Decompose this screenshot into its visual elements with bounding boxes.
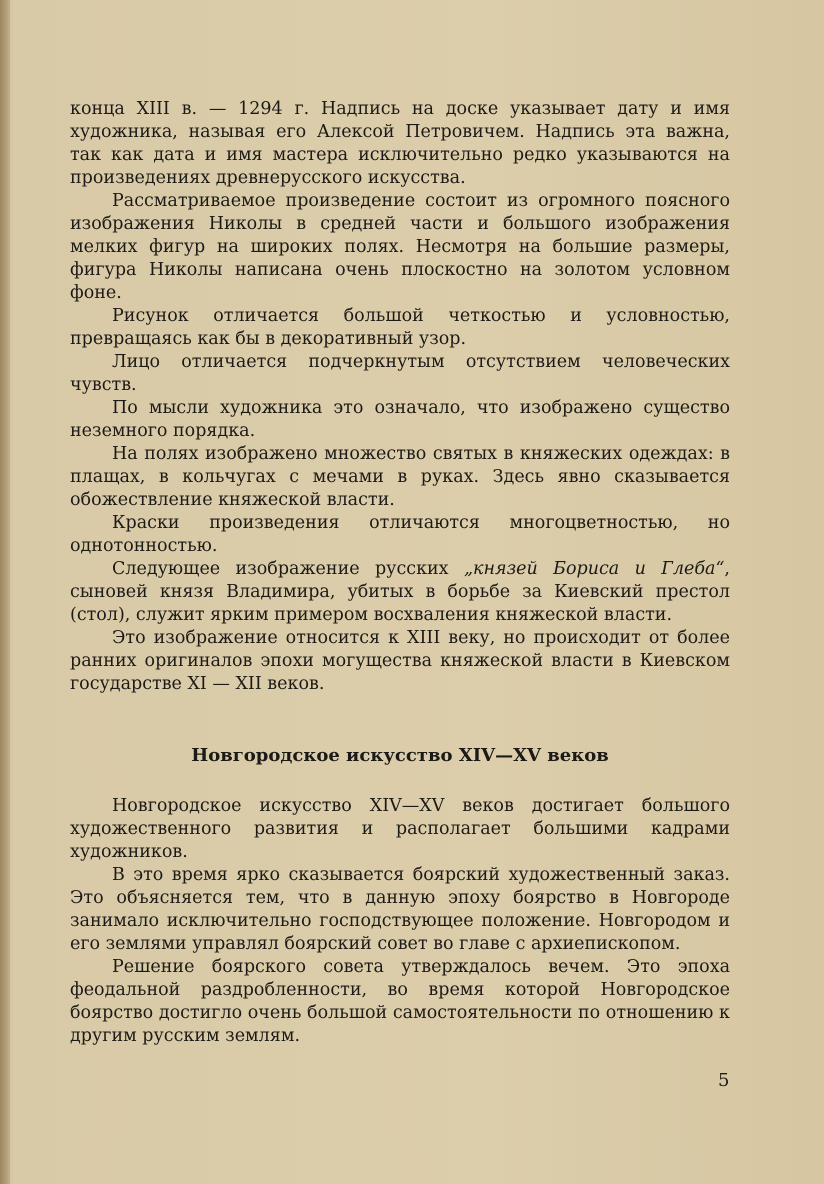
paragraph: конца XIII в. — 1294 г. Надпись на доске указывает дату и имя художника, называя его Алексой Петровичем. Надпись эта важна, так как дата и имя мастера исключительно редко указываются на произведениях древнерусского искусства. — [70, 99, 730, 188]
paragraph: В это время ярко сказывается боярский художественный заказ. Это объясняется тем, что в данную эпоху боярство в Новгороде занимало исключительно господствующее положение. Новгородом и его землями управлял боярский совет во главе с архиепископом. — [70, 865, 730, 954]
section-heading: Новгородское искусство XIV—XV веков — [191, 745, 609, 766]
text-run: Следующее изображение русских — [112, 559, 464, 579]
paragraph: Рассматриваемое произведение состоит из огромного поясного изображения Николы в средней части и большого изображения мелких фигур на широких полях. Несмотря на большие размеры, фигура Николы написана очень плоскостно на золотом условном фоне. — [70, 191, 730, 303]
paragraph: Краски произведения отличаются многоцветностью, но однотонностью. — [70, 513, 730, 556]
paragraph: Лицо отличается подчеркнутым отсутствием человеческих чувств. — [70, 352, 730, 395]
text-block-top — [70, 98, 730, 696]
text-block-bottom — [70, 795, 730, 1048]
text-run: , сыновей князя Владимира, убитых в борьбе за Киевский престол (стол), служит ярким примером восхваления княжеской власти. — [70, 559, 730, 625]
paragraph: По мысли художника это означало, что изображено существо неземного порядка. — [70, 398, 730, 441]
page-edge-shadow — [0, 0, 10, 1184]
paragraph-boris-gleb — [70, 558, 730, 627]
page-number: 5 — [718, 1070, 730, 1091]
paragraph: На полях изображено множество святых в княжеских одеждах: в плащах, в кольчугах с мечами в руках. Здесь явно сказывается обожествление княжеской власти. — [70, 444, 730, 510]
paragraph: Новгородское искусство XIV—XV веков достигает большого художественного развития и располагает большими кадрами художников. — [70, 796, 730, 862]
italic-title: „князей Бориса и Глеба“ — [463, 559, 725, 579]
paragraph: Это изображение относится к XIII веку, но происходит от более ранних оригиналов эпохи могущества княжеской власти в Киевском государстве XI — XII веков. — [70, 628, 730, 694]
paragraph: Решение боярского совета утверждалось вечем. Это эпоха феодальной раздробленности, во время которой Новгородское боярство достигло очень большой самостоятельности по отношению к другим русским землям. — [70, 957, 730, 1046]
paragraph: Рисунок отличается большой четкостью и условностью, превращаясь как бы в декоративный узор. — [70, 306, 730, 349]
